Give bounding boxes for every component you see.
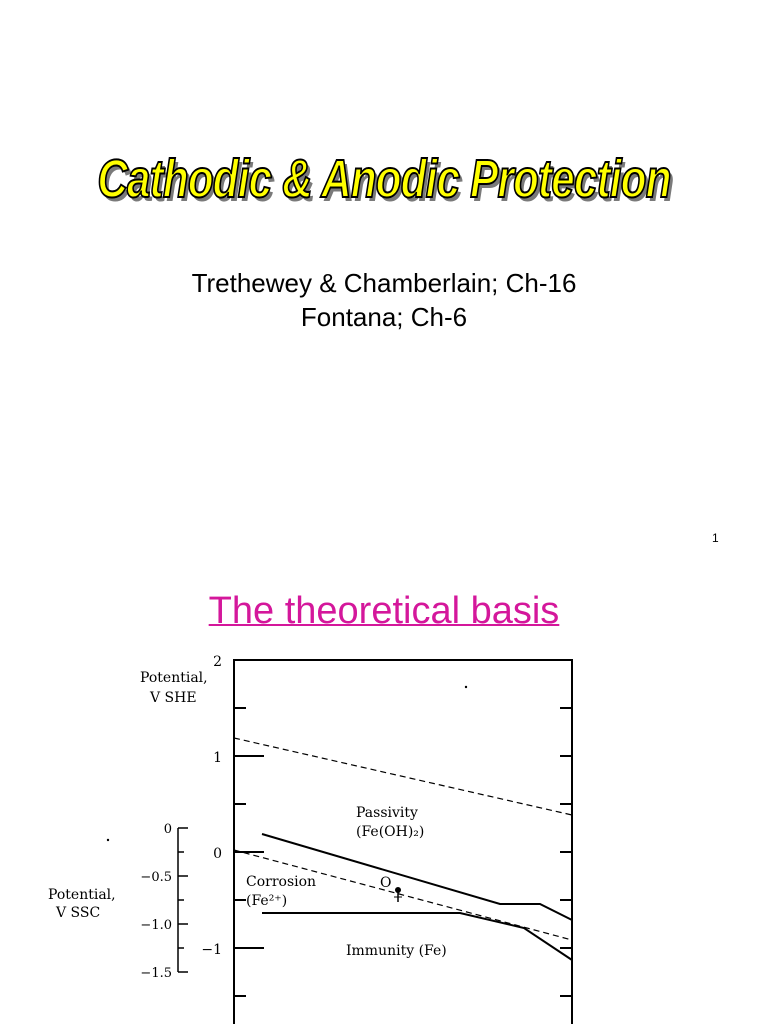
ssc-tick-0: 0 <box>163 822 172 837</box>
theory-slide <box>0 560 768 1024</box>
oxygen-line <box>234 738 572 815</box>
plot-frame <box>234 660 572 1024</box>
main-tick-0: 0 <box>213 846 222 862</box>
point-o-label: O <box>380 875 392 891</box>
pourbaix-diagram <box>0 560 768 1024</box>
passivity-label-line1: Passivity <box>356 805 418 821</box>
slide-title: Cathodic & Anodic Protection <box>97 149 671 209</box>
main-axis-title-line2: V SHE <box>150 690 197 706</box>
ssc-tick-minus-1-5: −1.5 <box>140 966 172 981</box>
ssc-axis-title-line2: V SSC <box>56 905 101 921</box>
ssc-axis-title-line1: Potential, <box>48 887 116 903</box>
subtitle-reference-2: Fontana; Ch-6 <box>300 302 468 332</box>
main-axis-title-line1: Potential, <box>140 670 208 686</box>
main-tick-1: 1 <box>213 750 222 766</box>
immunity-label: Immunity (Fe) <box>346 943 447 959</box>
passivity-label-line2: (Fe(OH)₂) <box>356 824 425 840</box>
ssc-axis-ticks <box>178 828 188 972</box>
subtitle-reference-1: Trethewey & Chamberlain; Ch-16 <box>191 268 577 298</box>
main-tick-2: 2 <box>213 654 222 670</box>
main-tick-minus-1: −1 <box>201 942 222 958</box>
ssc-tick-minus-1-0: −1.0 <box>140 918 172 933</box>
page-number: 1 <box>712 531 719 545</box>
corrosion-label-line2: (Fe²⁺) <box>246 893 288 909</box>
corrosion-label-line1: Corrosion <box>246 874 317 890</box>
slide-title: The theoretical basis <box>208 590 560 632</box>
ssc-tick-minus-0-5: −0.5 <box>140 870 172 885</box>
